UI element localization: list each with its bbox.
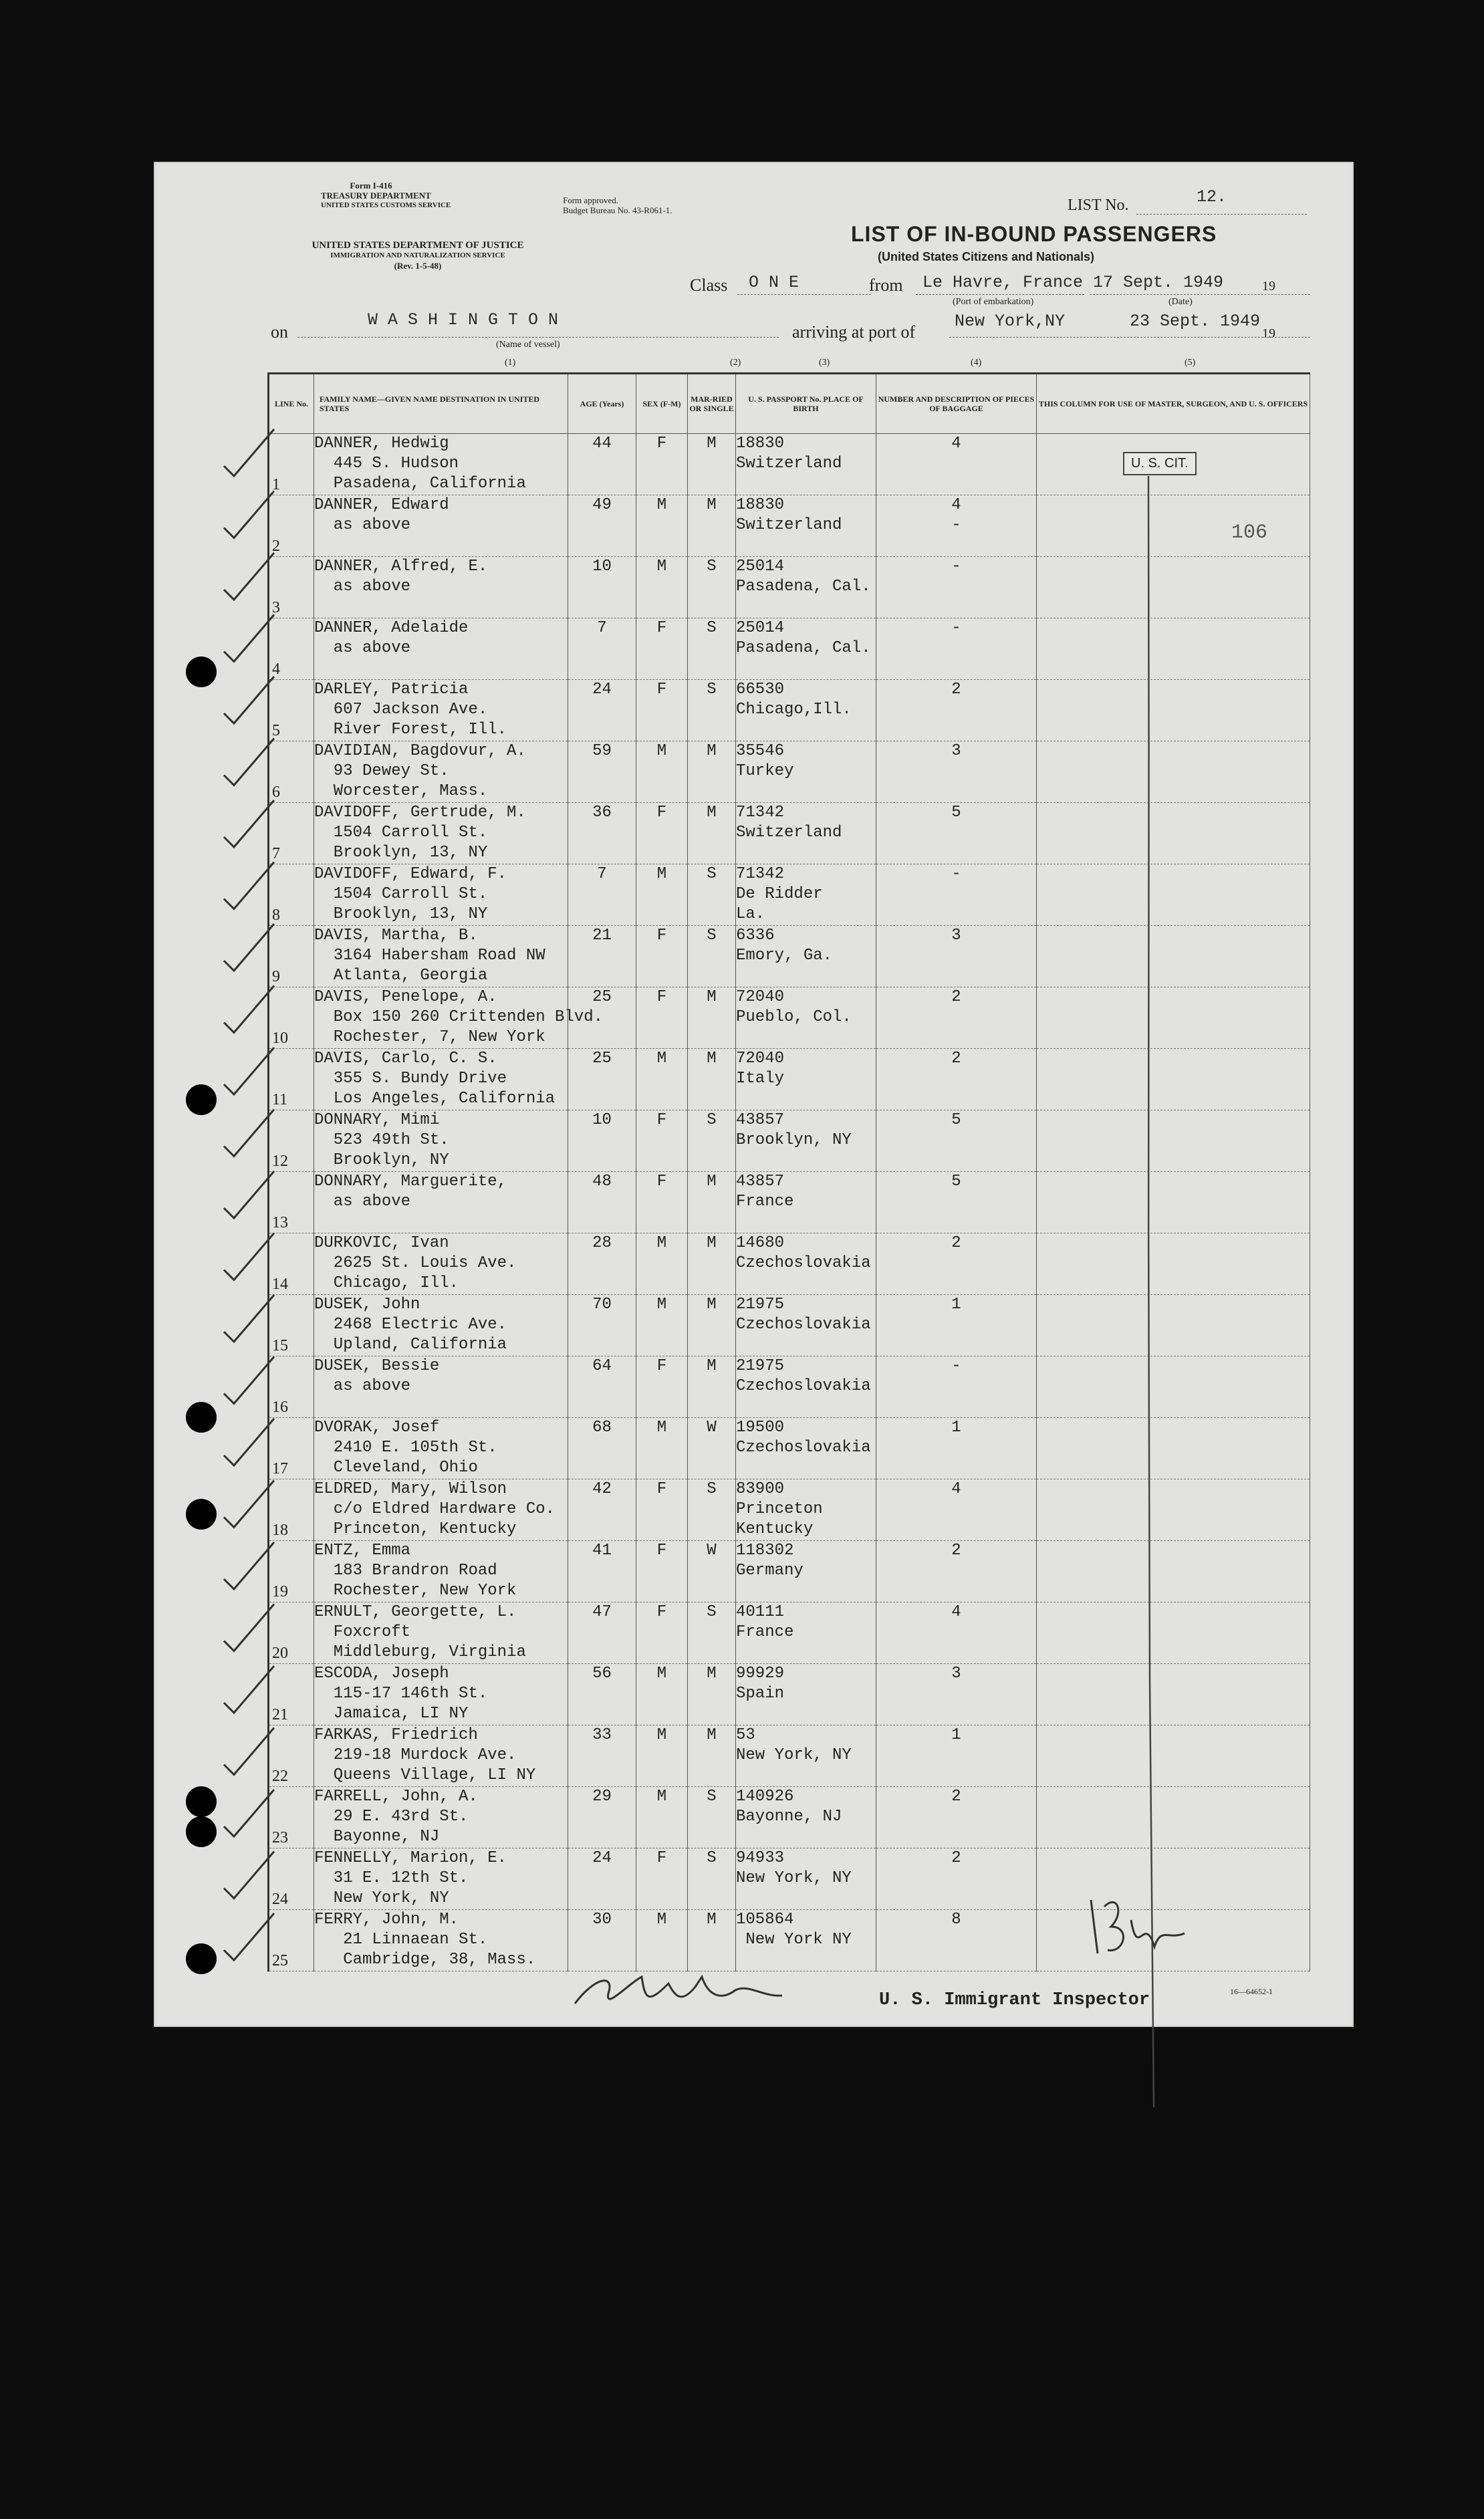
list-number: 12. (1197, 187, 1227, 207)
passport-birthplace-cell: 43857 Brooklyn, NY (736, 1110, 876, 1172)
check-mark (224, 1542, 274, 1589)
passenger-name-address: FARKAS, Friedrich 219-18 Murdock Ave. Queens Village, LI NY (314, 1725, 568, 1787)
form-code: 16—64652-1 (1230, 1987, 1273, 1996)
form-title: LIST OF IN-BOUND PASSENGERS (851, 222, 1217, 246)
check-mark (224, 800, 274, 847)
sex-cell: F (636, 1848, 688, 1910)
baggage-cell: - (876, 864, 1037, 926)
line-number: 16 (269, 1356, 314, 1418)
sex-cell: M (636, 1233, 688, 1295)
passport-birthplace-cell: 25014 Pasadena, Cal. (736, 557, 876, 618)
line-number: 17 (269, 1418, 314, 1479)
check-mark (224, 553, 274, 600)
baggage-cell: 3 (876, 741, 1037, 803)
passport-birthplace-cell: 72040 Italy (736, 1049, 876, 1110)
sex-cell: F (636, 680, 688, 741)
col-header-name: FAMILY NAME—GIVEN NAME DESTINATION IN UNITED STATES (314, 374, 568, 434)
passenger-list-sheet (154, 162, 1354, 2027)
date-line (1090, 294, 1310, 295)
col-number-5: (5) (1185, 358, 1196, 368)
port-arrival: New York,NY (955, 312, 1066, 331)
col-header-passport: U. S. PASSPORT No. PLACE OF BIRTH (736, 374, 876, 434)
line-number: 14 (269, 1233, 314, 1295)
check-mark (224, 1604, 274, 1651)
age-cell: 25 (568, 987, 636, 1049)
check-mark (224, 1048, 274, 1094)
line-number: 1 (269, 434, 314, 495)
sex-cell: M (636, 1295, 688, 1356)
passenger-name-address: DUSEK, John 2468 Electric Ave. Upland, California (314, 1295, 568, 1356)
baggage-cell: 4 (876, 1602, 1037, 1664)
passport-birthplace-cell: 83900 Princeton Kentucky (736, 1479, 876, 1541)
line-number: 8 (269, 864, 314, 926)
passenger-name-address: DANNER, Adelaide as above (314, 618, 568, 680)
sex-cell: F (636, 803, 688, 864)
marital-status-cell: M (688, 1356, 736, 1418)
line-number: 7 (269, 803, 314, 864)
age-cell: 25 (568, 1049, 636, 1110)
check-mark (224, 1728, 274, 1775)
passenger-name-address: DANNER, Edward as above (314, 495, 568, 557)
line-number: 15 (269, 1295, 314, 1356)
passport-birthplace-cell: 71342 Switzerland (736, 803, 876, 864)
class-label: Class (690, 275, 728, 295)
sex-cell: M (636, 1725, 688, 1787)
baggage-cell: 1 (876, 1418, 1037, 1479)
passenger-name-address: DAVIDOFF, Gertrude, M. 1504 Carroll St. Brooklyn, 13, NY (314, 803, 568, 864)
check-mark (224, 429, 274, 476)
line-number: 13 (269, 1172, 314, 1233)
sex-cell: M (636, 557, 688, 618)
passport-birthplace-cell: 94933 New York, NY (736, 1848, 876, 1910)
sex-cell: F (636, 1110, 688, 1172)
passport-birthplace-cell: 6336 Emory, Ga. (736, 926, 876, 987)
check-mark (224, 1419, 274, 1465)
inspector-signature (568, 1963, 809, 2017)
vessel-name: W A S H I N G T O N (368, 310, 559, 330)
marital-status-cell: M (688, 1910, 736, 1971)
passenger-name-address: DAVIS, Penelope, A. Box 150 260 Crittenden Blvd. Rochester, 7, New York (314, 987, 568, 1049)
passport-birthplace-cell: 66530 Chicago,Ill. (736, 680, 876, 741)
age-cell: 59 (568, 741, 636, 803)
baggage-cell: 3 (876, 1664, 1037, 1725)
baggage-cell: 8 (876, 1910, 1037, 1971)
arriving-label: arriving at port of (792, 322, 916, 342)
passenger-name-address: ENTZ, Emma 183 Brandron Road Rochester, New York (314, 1541, 568, 1602)
line-number: 4 (269, 618, 314, 680)
us-citizen-stamp: U. S. CIT. (1123, 452, 1197, 475)
age-cell: 21 (568, 926, 636, 987)
marital-status-cell: M (688, 741, 736, 803)
passenger-name-address: ELDRED, Mary, Wilson c/o Eldred Hardware Co. Princeton, Kentucky (314, 1479, 568, 1541)
baggage-cell: 2 (876, 1787, 1037, 1848)
passenger-name-address: DURKOVIC, Ivan 2625 St. Louis Ave. Chicago, Ill. (314, 1233, 568, 1295)
col-header-baggage: NUMBER AND DESCRIPTION OF PIECES OF BAGGAGE (876, 374, 1037, 434)
line-number: 25 (269, 1910, 314, 1971)
check-mark (224, 924, 274, 971)
age-cell: 10 (568, 557, 636, 618)
baggage-cell: - (876, 1356, 1037, 1418)
passenger-name-address: FENNELLY, Marion, E. 31 E. 12th St. New York, NY (314, 1848, 568, 1910)
col-header-line: LINE No. (269, 374, 314, 434)
line-number: 3 (269, 557, 314, 618)
passport-birthplace-cell: 18830 Switzerland (736, 495, 876, 557)
marital-status-cell: M (688, 1233, 736, 1295)
passport-birthplace-cell: 140926 Bayonne, NJ (736, 1787, 876, 1848)
marital-status-cell: S (688, 1602, 736, 1664)
col-number-1: (1) (505, 358, 516, 368)
line-number: 9 (269, 926, 314, 987)
line-number: 11 (269, 1049, 314, 1110)
marital-status-cell: M (688, 1172, 736, 1233)
date-suffix: 19 (1262, 279, 1275, 293)
sex-cell: F (636, 926, 688, 987)
age-cell: 24 (568, 1848, 636, 1910)
list-number-label: LIST No. (1068, 197, 1129, 214)
age-cell: 30 (568, 1910, 636, 1971)
age-cell: 29 (568, 1787, 636, 1848)
check-mark (224, 491, 274, 538)
sex-cell: M (636, 1049, 688, 1110)
approval-block: Form approved. Budget Bureau No. 43-R061-1. (563, 195, 672, 215)
marital-status-cell: S (688, 618, 736, 680)
line-number: 21 (269, 1664, 314, 1725)
from-label: from (869, 275, 903, 295)
passport-birthplace-cell: 40111 France (736, 1602, 876, 1664)
passenger-name-address: DAVIDOFF, Edward, F. 1504 Carroll St. Brooklyn, 13, NY (314, 864, 568, 926)
age-cell: 41 (568, 1541, 636, 1602)
sex-cell: M (636, 495, 688, 557)
baggage-cell: 4 (876, 1479, 1037, 1541)
baggage-cell: - (876, 557, 1037, 618)
check-mark (224, 1357, 274, 1404)
sex-cell: F (636, 434, 688, 495)
marital-status-cell: S (688, 1848, 736, 1910)
passenger-name-address: DONNARY, Marguerite, as above (314, 1172, 568, 1233)
tick-marks (211, 416, 291, 1980)
age-cell: 56 (568, 1664, 636, 1725)
check-mark (224, 615, 274, 662)
col-header-age: AGE (Years) (568, 374, 636, 434)
passport-birthplace-cell: 35546 Turkey (736, 741, 876, 803)
check-mark (224, 677, 274, 723)
passenger-name-address: DANNER, Hedwig 445 S. Hudson Pasadena, California (314, 434, 568, 495)
marital-status-cell: M (688, 495, 736, 557)
passport-birthplace-cell: 72040 Pueblo, Col. (736, 987, 876, 1049)
marital-status-cell: S (688, 926, 736, 987)
port-embarkation-caption: (Port of embarkation) (953, 297, 1034, 307)
sex-cell: F (636, 1541, 688, 1602)
passport-birthplace-cell: 105864 New York NY (736, 1910, 876, 1971)
line-number: 22 (269, 1725, 314, 1787)
col-number-4: (4) (971, 358, 982, 368)
sex-cell: F (636, 1479, 688, 1541)
marital-status-cell: M (688, 803, 736, 864)
marital-status-cell: M (688, 1295, 736, 1356)
age-cell: 42 (568, 1479, 636, 1541)
age-cell: 36 (568, 803, 636, 864)
baggage-cell: 4 - (876, 495, 1037, 557)
age-cell: 10 (568, 1110, 636, 1172)
col-header-married: MAR-RIED OR SINGLE (688, 374, 736, 434)
marital-status-cell: W (688, 1541, 736, 1602)
baggage-cell: 1 (876, 1295, 1037, 1356)
passenger-name-address: FARRELL, John, A. 29 E. 43rd St. Bayonne, NJ (314, 1787, 568, 1848)
passenger-name-address: DANNER, Alfred, E. as above (314, 557, 568, 618)
passport-birthplace-cell: 71342 De Ridder La. (736, 864, 876, 926)
baggage-cell: 3 (876, 926, 1037, 987)
marital-status-cell: M (688, 1725, 736, 1787)
date-caption: (Date) (1168, 297, 1193, 307)
marital-status-cell: S (688, 1479, 736, 1541)
sex-cell: F (636, 1602, 688, 1664)
col-header-officers: THIS COLUMN FOR USE OF MASTER, SURGEON, AND U. S. OFFICERS (1037, 374, 1310, 434)
age-cell: 28 (568, 1233, 636, 1295)
passenger-name-address: DONNARY, Mimi 523 49th St. Brooklyn, NY (314, 1110, 568, 1172)
age-cell: 47 (568, 1602, 636, 1664)
passport-birthplace-cell: 19500 Czechoslovakia (736, 1418, 876, 1479)
baggage-cell: 2 (876, 1049, 1037, 1110)
age-cell: 24 (568, 680, 636, 741)
check-mark (224, 1295, 274, 1342)
baggage-cell: 1 (876, 1725, 1037, 1787)
form-subtitle: (United States Citizens and Nationals) (878, 250, 1095, 263)
passport-birthplace-cell: 99929 Spain (736, 1664, 876, 1725)
date-arrival: 23 Sept. 1949 (1130, 312, 1261, 331)
col-number-2: (2) (730, 358, 741, 368)
baggage-cell: 5 (876, 1110, 1037, 1172)
passenger-name-address: ERNULT, Georgette, L. Foxcroft Middleburg, Virginia (314, 1602, 568, 1664)
officer-number: 106 (1231, 521, 1268, 544)
marital-status-cell: S (688, 1110, 736, 1172)
department-block: UNITED STATES DEPARTMENT OF JUSTICE IMMIGRATION AND NATURALIZATION SERVICE (Rev. 1-5-48) (312, 240, 524, 271)
check-mark (224, 1790, 274, 1836)
check-mark (224, 1913, 274, 1960)
check-mark (224, 862, 274, 909)
line-number: 5 (269, 680, 314, 741)
check-mark (224, 739, 274, 786)
baggage-cell: 2 (876, 1848, 1037, 1910)
inspector-label: U. S. Immigrant Inspector (879, 1990, 1150, 2010)
sex-cell: M (636, 1910, 688, 1971)
baggage-cell: 2 (876, 1541, 1037, 1602)
sex-cell: F (636, 987, 688, 1049)
marital-status-cell: M (688, 987, 736, 1049)
sex-cell: F (636, 618, 688, 680)
vessel-line (297, 337, 779, 338)
check-mark (224, 1852, 274, 1899)
col-header-sex: SEX (F-M) (636, 374, 688, 434)
age-cell: 64 (568, 1356, 636, 1418)
check-mark (224, 1666, 274, 1713)
line-number: 10 (269, 987, 314, 1049)
marital-status-cell: M (688, 1664, 736, 1725)
passenger-name-address: DAVIDIAN, Bagdovur, A. 93 Dewey St. Worcester, Mass. (314, 741, 568, 803)
baggage-cell: 5 (876, 803, 1037, 864)
class-line (737, 294, 871, 295)
marital-status-cell: S (688, 680, 736, 741)
passport-birthplace-cell: 14680 Czechoslovakia (736, 1233, 876, 1295)
marital-status-cell: M (688, 1049, 736, 1110)
officer-initials-signature (1078, 1887, 1198, 1967)
arrival-line (949, 337, 1310, 338)
line-number: 24 (269, 1848, 314, 1910)
check-mark (224, 1481, 274, 1528)
marital-status-cell: W (688, 1418, 736, 1479)
sex-cell: M (636, 1418, 688, 1479)
marital-status-cell: M (688, 434, 736, 495)
age-cell: 49 (568, 495, 636, 557)
line-number: 2 (269, 495, 314, 557)
marital-status-cell: S (688, 1787, 736, 1848)
age-cell: 7 (568, 864, 636, 926)
marital-status-cell: S (688, 557, 736, 618)
passport-birthplace-cell: 21975 Czechoslovakia (736, 1356, 876, 1418)
age-cell: 44 (568, 434, 636, 495)
line-number: 6 (269, 741, 314, 803)
age-cell: 48 (568, 1172, 636, 1233)
table-header-row (269, 374, 1310, 434)
age-cell: 33 (568, 1725, 636, 1787)
form-number-block: Form I-416 TREASURY DEPARTMENT UNITED STATES CUSTOMS SERVICE (321, 181, 451, 209)
date-arrival-suffix: 19 (1262, 326, 1275, 341)
col-number-3: (3) (819, 358, 830, 368)
sex-cell: M (636, 864, 688, 926)
passenger-name-address: ESCODA, Joseph 115-17 146th St. Jamaica, LI NY (314, 1664, 568, 1725)
check-mark (224, 1233, 274, 1280)
passenger-name-address: FERRY, John, M. 21 Linnaean St. Cambridge, 38, Mass. (314, 1910, 568, 1971)
port-line (916, 294, 1084, 295)
line-number: 19 (269, 1541, 314, 1602)
passenger-name-address: DAVIS, Carlo, C. S. 355 S. Bundy Drive Los Angeles, California (314, 1049, 568, 1110)
passport-birthplace-cell: 53 New York, NY (736, 1725, 876, 1787)
passport-birthplace-cell: 21975 Czechoslovakia (736, 1295, 876, 1356)
sex-cell: M (636, 1664, 688, 1725)
class-value: O N E (749, 273, 799, 292)
sex-cell: M (636, 1787, 688, 1848)
baggage-cell: - (876, 618, 1037, 680)
line-number: 20 (269, 1602, 314, 1664)
line-number: 18 (269, 1479, 314, 1541)
check-mark (224, 1171, 274, 1218)
baggage-cell: 5 (876, 1172, 1037, 1233)
line-number: 23 (269, 1787, 314, 1848)
passport-birthplace-cell: 118302 Germany (736, 1541, 876, 1602)
age-cell: 68 (568, 1418, 636, 1479)
passenger-name-address: DVORAK, Josef 2410 E. 105th St. Cleveland, Ohio (314, 1418, 568, 1479)
vessel-caption: (Name of vessel) (496, 340, 560, 350)
age-cell: 70 (568, 1295, 636, 1356)
passport-birthplace-cell: 25014 Pasadena, Cal. (736, 618, 876, 680)
check-mark (224, 1110, 274, 1157)
line-number: 12 (269, 1110, 314, 1172)
on-label: on (271, 322, 288, 342)
baggage-cell: 2 (876, 1233, 1037, 1295)
list-number-line (1136, 214, 1307, 215)
check-mark (224, 986, 274, 1033)
date-embarkation: 17 Sept. 1949 (1093, 273, 1224, 292)
baggage-cell: 4 (876, 434, 1037, 495)
passport-birthplace-cell: 18830 Switzerland (736, 434, 876, 495)
baggage-cell: 2 (876, 987, 1037, 1049)
passenger-name-address: DUSEK, Bessie as above (314, 1356, 568, 1418)
passenger-name-address: DAVIS, Martha, B. 3164 Habersham Road NW Atlanta, Georgia (314, 926, 568, 987)
marital-status-cell: S (688, 864, 736, 926)
passport-birthplace-cell: 43857 France (736, 1172, 876, 1233)
sex-cell: M (636, 741, 688, 803)
sex-cell: F (636, 1356, 688, 1418)
passenger-name-address: DARLEY, Patricia 607 Jackson Ave. River Forest, Ill. (314, 680, 568, 741)
port-embarkation: Le Havre, France (922, 273, 1084, 292)
baggage-cell: 2 (876, 680, 1037, 741)
age-cell: 7 (568, 618, 636, 680)
sex-cell: F (636, 1172, 688, 1233)
